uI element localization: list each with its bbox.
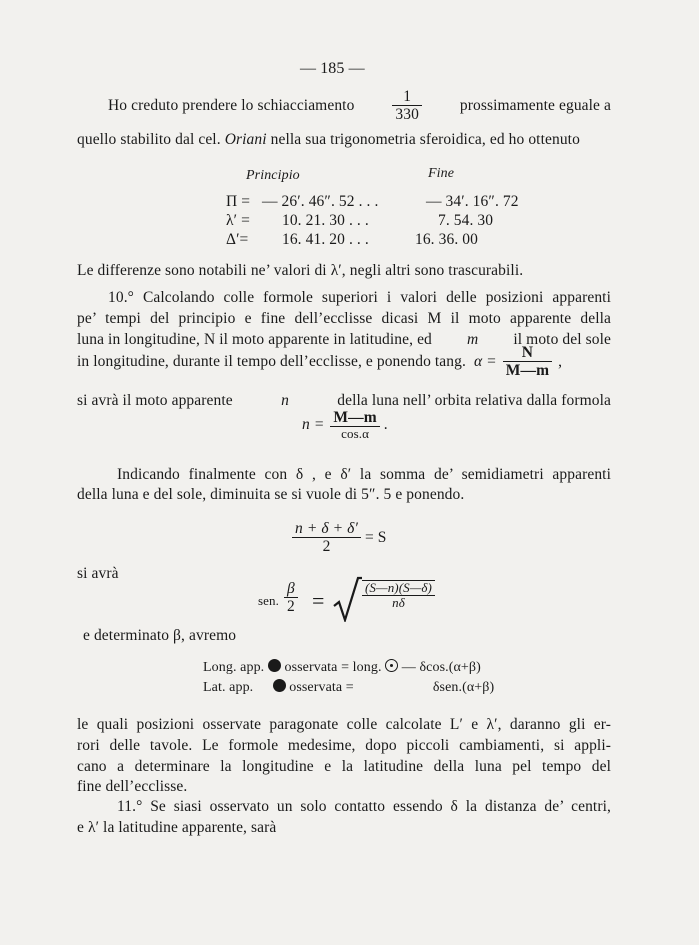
para3-line5-a: si avrà il moto apparente	[77, 392, 233, 409]
para3-line4	[77, 344, 617, 379]
long-observed-label: osservata = long.	[284, 660, 382, 675]
row-end: 16. 36. 00	[414, 231, 478, 248]
row-end: 7. 54. 30	[437, 212, 494, 229]
lat-correction: δsen.(α+β)	[432, 680, 495, 695]
para2-text: Le differenze sono notabili ne’ valori di λ′, negli altri sono trascurabili.	[77, 262, 524, 279]
moon-symbol-icon	[273, 679, 286, 692]
para3-line1: 10.° Calcolando colle formole superiori i valori delle posizioni apparenti	[108, 289, 611, 306]
para1-line2	[77, 131, 580, 149]
para1-text-a: Ho creduto prendere lo schiacciamento	[108, 96, 355, 114]
tang-denominator: M—m	[505, 362, 550, 380]
eq-n-numerator: M—m	[330, 409, 379, 427]
row-symbol: Π =	[226, 193, 251, 210]
eq-s-fraction	[292, 520, 361, 555]
para3-line5	[77, 392, 611, 410]
para6-line2: e λ′ la latitudine apparente, sarà	[77, 819, 277, 836]
para3-line2: pe’ tempi del principio e fine dell’ecclisse dicasi M il moto apparente della	[77, 310, 611, 327]
oriani-name: Oriani	[224, 131, 267, 148]
si-avra: si avrà	[77, 565, 119, 582]
equals-sign: =	[312, 588, 325, 613]
table-row	[226, 212, 493, 230]
row-symbol: λ′ =	[226, 212, 250, 229]
sen-label: sen.	[258, 593, 279, 608]
root-denominator: nδ	[392, 595, 405, 611]
lat-app-label: Lat. app.	[203, 680, 254, 695]
root-fraction	[362, 580, 435, 611]
var-m: m	[467, 331, 479, 348]
row-start: 16. 41. 20 . . .	[281, 231, 369, 248]
var-n: n	[281, 392, 289, 409]
para5-line4: fine dell’ecclisse.	[77, 778, 188, 795]
fraction-denominator: 330	[395, 106, 419, 124]
para3-line4-a: in longitudine, durante il tempo dell’ecclisse, e ponendo tang.	[77, 352, 466, 370]
eq-s-numerator: n + δ + δ′	[292, 520, 361, 538]
page-number: — 185 —	[300, 60, 365, 77]
tang-fraction	[503, 344, 552, 379]
beta-denominator: 2	[287, 598, 295, 616]
para4-line1: Indicando finalmente con δ , e δ′ la somma de’ semidiametri apparenti	[117, 466, 611, 483]
formula-latitude	[203, 679, 494, 696]
eq-s-rhs: = S	[364, 528, 387, 546]
para1-line1	[108, 88, 611, 123]
eq-n-denominator: cos.α	[341, 426, 369, 442]
long-app-label: Long. app.	[203, 660, 265, 675]
eq-s-denominator: 2	[322, 538, 331, 556]
fraction-numerator: 1	[392, 88, 422, 106]
alpha-eq: α =	[473, 352, 497, 370]
col-header-fine: Fine	[428, 166, 455, 181]
comma: ,	[558, 352, 563, 370]
lat-observed-label: osservata =	[289, 680, 354, 695]
table-row	[226, 231, 478, 249]
beta-numerator: β	[284, 580, 298, 598]
moon-symbol-icon	[268, 659, 281, 672]
para6-line1: 11.° Se siasi osservato un solo contatto essendo δ la distanza de’ centri,	[117, 798, 611, 815]
equation-n	[302, 409, 388, 441]
para3-line5-b: della luna nell’ orbita relativa dalla formola	[337, 392, 611, 409]
square-root-sign	[332, 576, 362, 622]
period: .	[383, 416, 388, 434]
para5-line3: cano a determinare la longitudine e la latitudine della luna pel tempo del	[77, 758, 611, 775]
eq-n-lhs: n =	[302, 416, 325, 434]
table-row	[226, 193, 519, 211]
schiacciamento-fraction	[392, 88, 422, 123]
equation-sin-beta	[258, 580, 458, 630]
para1-text-b: prossimamente eguale a	[459, 96, 611, 114]
para1-line2-b: nella sua trigonometria sferoidica, ed ho ottenuto	[270, 131, 580, 148]
para5-line2: rori delle tavole. Le formole medesime, dopo piccoli cambiamenti, si appli-	[77, 737, 611, 754]
formula-longitude	[203, 659, 481, 676]
sun-symbol-icon	[385, 659, 398, 672]
eq-n-fraction	[330, 409, 379, 441]
para5-line1: le quali posizioni osservate paragonate colle calcolate L′ e λ′, daranno gli er-	[77, 716, 611, 733]
tang-numerator: N	[503, 344, 552, 362]
row-start: — 26′. 46″. 52 . . .	[261, 193, 379, 210]
para4-line2: della luna e del sole, diminuita se si vuole di 5″. 5 e ponendo.	[77, 486, 465, 503]
determinato-line: e determinato β, avremo	[83, 627, 237, 644]
col-header-principio: Principio	[246, 168, 300, 183]
row-end: — 34′. 16″. 72	[425, 193, 519, 210]
para1-line2-a: quello stabilito dal cel.	[77, 131, 221, 148]
long-correction: — δcos.(α+β)	[401, 660, 481, 675]
para3-line3-a: luna in longitudine, N il moto apparente in latitudine, ed	[77, 331, 432, 348]
para3-line3-b: il moto del sole	[513, 331, 611, 348]
row-start: 10. 21. 30 . . .	[281, 212, 369, 229]
equation-s	[292, 520, 387, 555]
row-symbol: Δ′=	[226, 231, 249, 248]
beta-half-fraction	[284, 580, 298, 615]
root-numerator: (S—n)(S—δ)	[362, 580, 435, 596]
